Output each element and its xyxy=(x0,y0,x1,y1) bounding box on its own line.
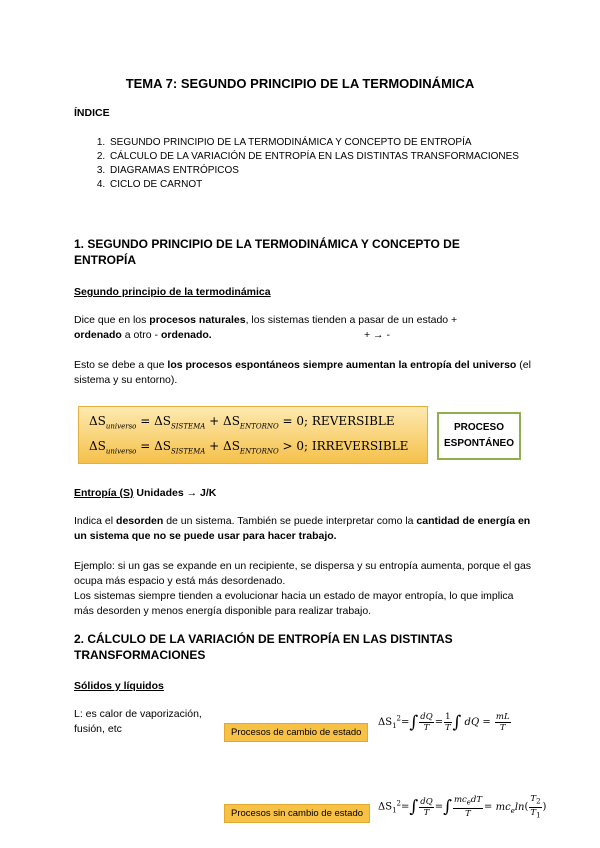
formula-cambio-estado: $\Delta S_1^2=\int$ $\frac{dQ}{T}$ = $\frac{1}{T}$ ∫ dQ = $\frac{mL}{T}$ xyxy=(378,712,510,733)
formula-text: = 0; REVERSIBLE xyxy=(282,414,395,428)
paragraph-ejemplo xyxy=(74,559,534,619)
text: Los sistemas siempre tienden a evolucionar hacia un estado de mayor entropía, lo que implica más desorden y menos energía disponible para realizar trabajo. xyxy=(74,590,514,617)
text-bold: desorden xyxy=(116,515,164,527)
section1-heading: 1. SEGUNDO PRINCIPIO DE LA TERMODINÁMICA Y CONCEPTO DE ENTROPÍA xyxy=(74,237,460,267)
text-bold: procesos naturales xyxy=(149,314,246,326)
subheading-solidos-liquidos: Sólidos y líquidos xyxy=(74,680,164,692)
text: Dice que en los xyxy=(74,314,150,326)
text-bold: cantidad de energía en un sistema que no se puede usar para hacer trabajo. xyxy=(74,515,531,542)
text: de un sistema. También se puede interpretar como la xyxy=(163,515,417,527)
text: Indica el xyxy=(74,515,117,527)
paragraph-desorden xyxy=(74,514,534,544)
table-of-contents xyxy=(88,136,558,192)
section2-heading: 2. CÁLCULO DE LA VARIACIÓN DE ENTROPÍA EN LAS DISTINTAS TRANSFORMACIONES xyxy=(74,632,453,662)
subheading-segundo-principio: Segundo principio de la termodinámica xyxy=(74,286,271,298)
proceso-label: PROCESO ESPONTÁNEO xyxy=(443,422,514,449)
formula-text: > 0; IRREVERSIBLE xyxy=(282,439,409,453)
paragraph-procesos-naturales xyxy=(74,313,534,343)
toc-item: 4. CICLO DE CARNOT xyxy=(108,178,558,192)
tag-cambio-estado: Procesos de cambio de estado xyxy=(224,723,368,742)
formula-irreversible: $\Delta S_{universo} = \Delta S_{SISTEMA} + \Delta S_{ENTORNO} > 0$; IRREVERSIBLE xyxy=(89,439,409,456)
toc-item: 3. DIAGRAMAS ENTRÓPICOS xyxy=(108,164,558,178)
text: , los sistemas tienden a pasar de un estado + xyxy=(245,314,458,326)
index-heading: ÍNDICE xyxy=(74,107,110,119)
toc-item: 1. SEGUNDO PRINCIPIO DE LA TERMODINÁMICA Y CONCEPTO DE ENTROPÍA xyxy=(108,136,558,150)
page-title: TEMA 7: SEGUNDO PRINCIPIO DE LA TERMODINÁMICA xyxy=(125,76,475,91)
text-bold: ordenado xyxy=(74,329,122,341)
text-bold: ordenado. xyxy=(160,329,212,341)
paragraph-espontaneos xyxy=(74,358,534,388)
tag-sin-cambio-estado: Procesos sin cambio de estado xyxy=(224,804,370,823)
text: (el sistema y su entorno). xyxy=(74,359,531,386)
formula-reversible: $\Delta S_{universo} = \Delta S_{SISTEMA} + \Delta S_{ENTORNO} = 0$; REVERSIBLE xyxy=(89,414,395,431)
text-bold: los procesos espontáneos siempre aumentan la entropía del universo xyxy=(167,359,517,371)
text: a otro - xyxy=(121,329,161,341)
proceso-espontaneo-box xyxy=(437,412,521,460)
units-text: Unidades → J/K xyxy=(136,487,217,499)
toc-item: 2. CÁLCULO DE LA VARIACIÓN DE ENTROPÍA EN LAS DISTINTAS TRANSFORMACIONES xyxy=(108,150,558,164)
entropy-formula-box xyxy=(78,406,428,464)
note-calor-latente: L: es calor de vaporización, fusión, etc xyxy=(74,708,202,735)
text: Esto se debe a que xyxy=(74,359,168,371)
arrow-note: + → - xyxy=(364,329,390,341)
text: Ejemplo: si un gas se expande en un recipiente, se dispersa y su entropía aumenta, porque el gas ocupa más espacio y está más desordenado. xyxy=(74,560,532,587)
entropia-heading xyxy=(74,486,534,501)
subheading-entropia: Entropía (S) xyxy=(74,487,134,499)
formula-sin-cambio-estado: $\Delta S_1^2=\int$ $\frac{dQ}{T}$ =∫ $\frac{mc_edT}{T}$ = $mc_e\ln$( $\frac{T_2}{T_1}$ ) xyxy=(378,794,547,820)
